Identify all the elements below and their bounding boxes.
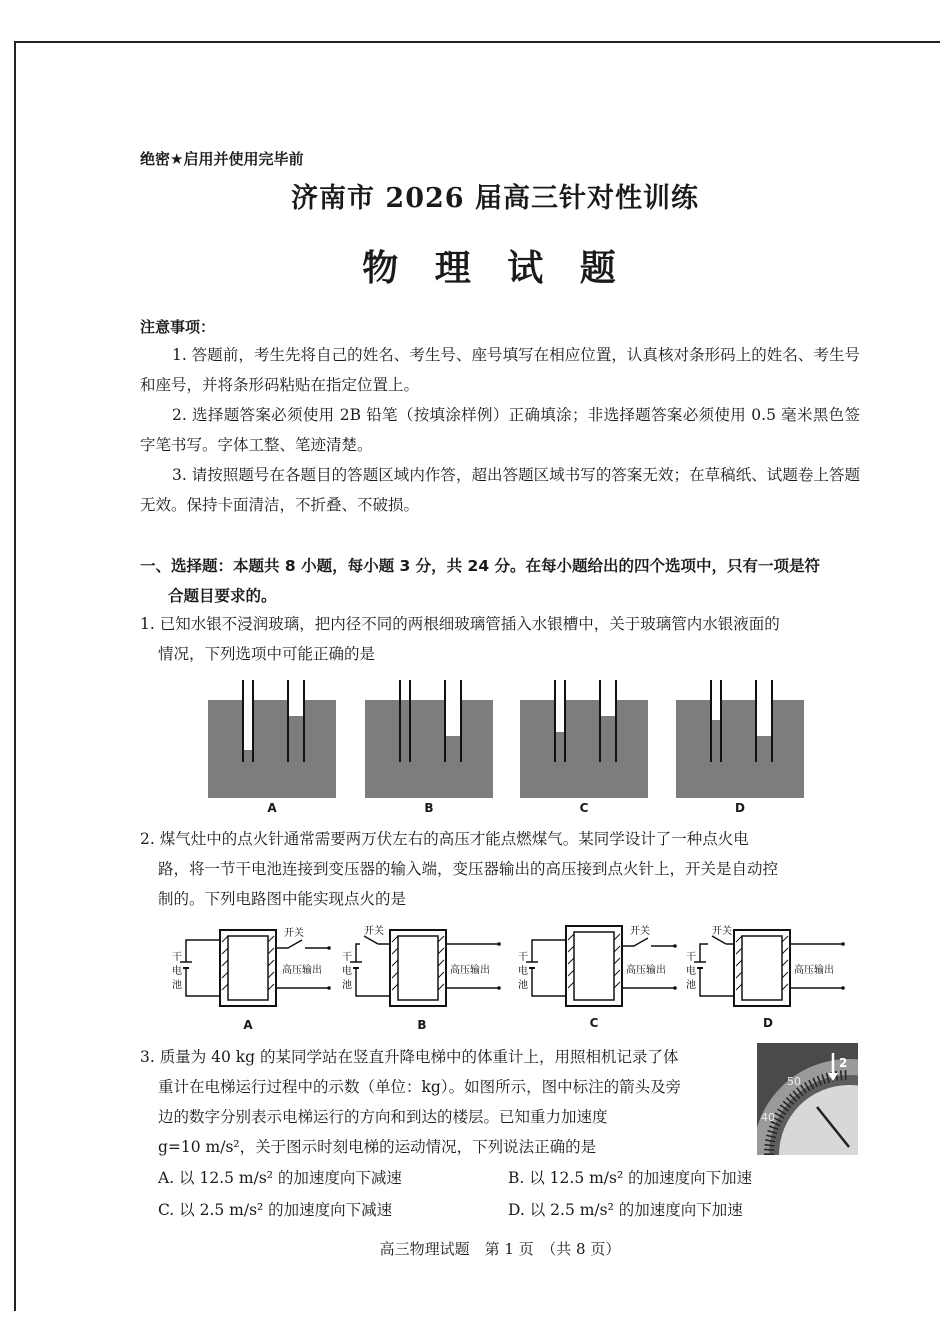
question-1-line-2: 情况，下列选项中可能正确的是 [158,645,376,663]
question-3-line-1: 3. 质量为 40 kg 的某同学站在竖直升降电梯中的体重计上，用照相机记录了体 [140,1048,679,1066]
scale-mark-40: 40 [761,1111,775,1124]
question-1 [140,609,860,669]
subject-title: 物 理 试 题 [362,247,628,289]
tube-a-right-inner [289,680,303,716]
output-label: 高压输出 [626,965,666,976]
switch-label: 开关 [364,926,384,937]
section-heading-line-2: 合题目要求的。 [168,587,277,605]
battery-label-1: 干 [686,952,696,963]
section-heading-line-1: 一、选择题：本题共 8 小题，每小题 3 分，共 24 分。在每小题给出的四个选项中，只有一项是符 [140,557,821,575]
q1-figure-c [520,680,648,798]
output-label: 高压输出 [794,965,834,976]
q2-label-c: C [589,1016,599,1030]
page-footer: 高三物理试题 第 1 页 （共 8 页） [379,1240,621,1258]
page-border-top [14,41,940,43]
q3-option-a: A. 以 12.5 m/s² 的加速度向下减速 [158,1169,402,1187]
question-1-line-1: 1. 已知水银不浸润玻璃，把内径不同的两根细玻璃管插入水银槽中，关于玻璃管内水银液面的 [140,615,780,633]
question-2 [140,824,860,914]
output-label: 高压输出 [282,965,322,976]
battery-label-1: 干 [518,952,528,963]
tube-a-left-inner [244,680,252,750]
q2-circuit-d [682,922,852,1014]
output-label: 高压输出 [450,965,490,976]
battery-label-2: 电 [686,966,696,977]
notice-item-2: 2. 选择题答案必须使用 2B 铅笔（按填涂样例）正确填涂；非选择题答案必须使用 0.5 毫米黑色签字笔书写。字体工整、笔迹清楚。 [140,406,860,454]
q3-scale-photo [757,1043,858,1155]
q2-label-b: B [417,1018,427,1032]
battery-label-2: 电 [172,966,182,977]
switch-label: 开关 [284,928,304,939]
floor-number: 2 [839,1056,848,1070]
notice-item-3: 3. 请按照题号在各题目的答题区域内作答，超出答题区域书写的答案无效；在草稿纸、试题卷上答题无效。保持卡面清洁，不折叠、不破损。 [140,466,860,514]
q1-figure-a [208,680,336,798]
q1-figure-d [676,680,804,798]
battery-label-3: 池 [342,980,352,991]
q1-label-d: D [735,801,745,815]
notice-item-1: 1. 答题前，考生先将自己的姓名、考生号、座号填写在相应位置，认真核对条形码上的姓名、考生号和座号，并将条形码粘贴在指定位置上。 [140,346,860,394]
question-3-line-3: 边的数字分别表示电梯运行的方向和到达的楼层。已知重力加速度 [158,1108,608,1126]
section-heading [140,551,860,611]
q2-circuit-c [514,922,684,1014]
page-border-left [14,41,16,1311]
question-3-line-2: 重计在电梯运行过程中的示数（单位：kg）。如图所示，图中标注的箭头及旁 [158,1078,682,1096]
question-2-line-1: 2. 煤气灶中的点火针通常需要两万伏左右的高压才能点燃煤气。某同学设计了一种点火电 [140,830,749,848]
exam-title: 济南市 2026 届高三针对性训练 [291,183,699,214]
q2-label-a: A [243,1018,253,1032]
q3-option-b: B. 以 12.5 m/s² 的加速度向下加速 [508,1169,753,1187]
q1-figure-b [365,680,493,798]
mercury-trough [208,700,336,798]
q1-label-c: C [579,801,589,815]
q1-label-b: B [424,801,434,815]
battery-label-3: 池 [518,980,528,991]
q2-label-d: D [763,1016,773,1030]
q2-circuit-b [338,922,508,1014]
battery-label-1: 干 [172,952,182,963]
battery-label-3: 池 [172,980,182,991]
switch-label: 开关 [712,926,732,937]
battery-label-2: 电 [518,966,528,977]
q1-label-a: A [267,801,277,815]
question-3-line-4: g=10 m/s²，关于图示时刻电梯的运动情况，下列说法正确的是 [158,1138,597,1156]
q3-option-c: C. 以 2.5 m/s² 的加速度向下减速 [158,1201,393,1219]
question-2-line-3: 制的。下列电路图中能实现点火的是 [158,890,407,908]
question-3 [140,1042,750,1162]
q3-option-d: D. 以 2.5 m/s² 的加速度向下加速 [508,1201,743,1219]
battery-label-1: 干 [342,952,352,963]
scale-mark-50: 50 [787,1075,801,1088]
notice-heading: 注意事项： [140,318,216,336]
secret-label: 绝密★启用并使用完毕前 [140,150,304,168]
battery-label-2: 电 [342,966,352,977]
q2-circuit-a [168,922,338,1014]
battery-label-3: 池 [686,980,696,991]
question-2-line-2: 路，将一节干电池连接到变压器的输入端，变压器输出的高压接到点火针上，开关是自动控 [158,860,779,878]
switch-label: 开关 [630,926,650,937]
